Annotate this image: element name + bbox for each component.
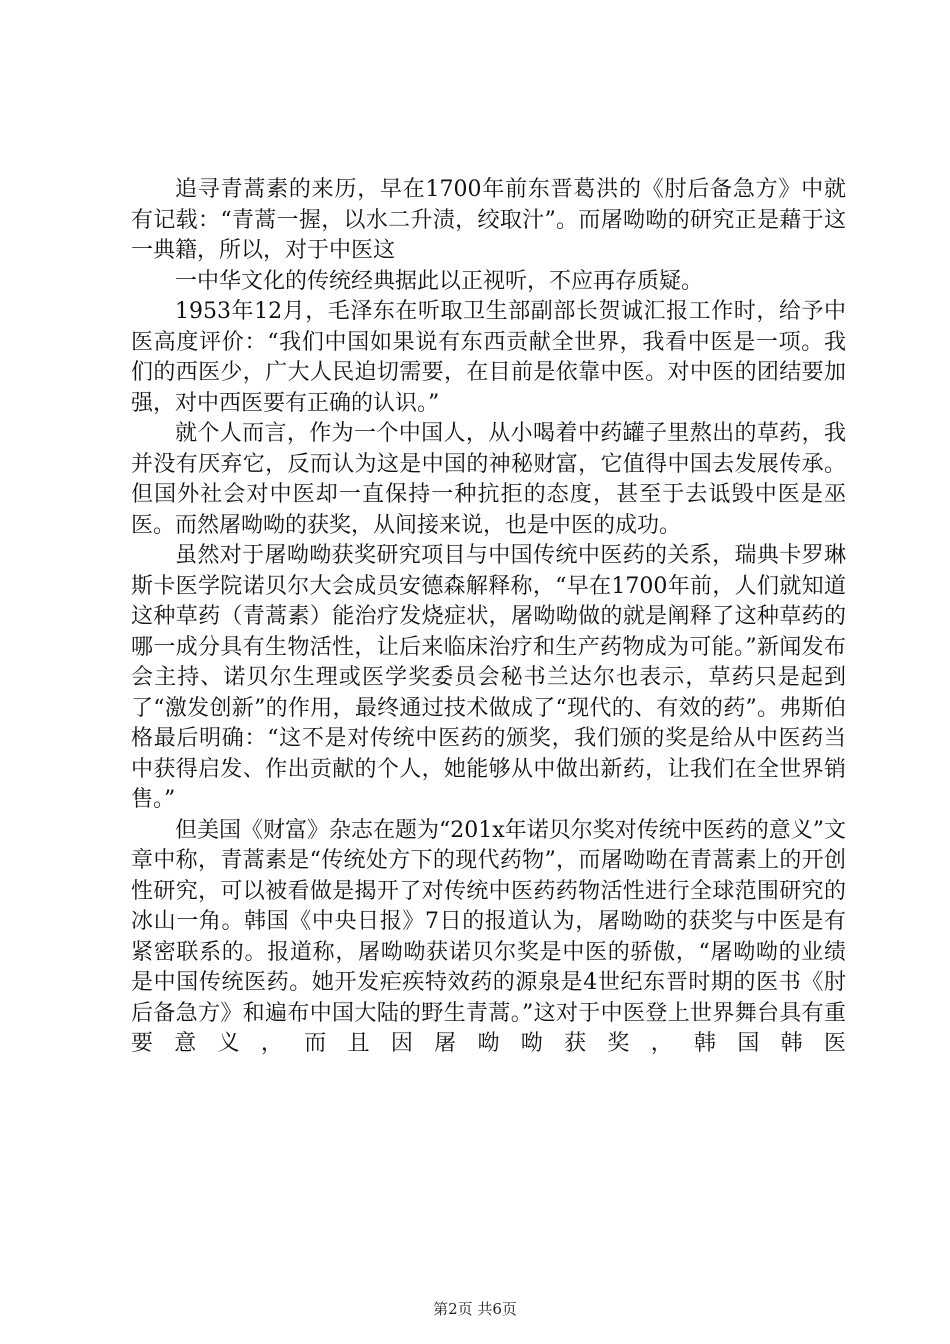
- page-footer: 第2页 共6页: [433, 1300, 517, 1318]
- paragraph-3: 1953年12月，毛泽东在听取卫生部副部长贺诚汇报工作时，给予中医高度评价：“我们中国如果说有东西贡献全世界，我看中医是一项。我们的西医少，广大人民迫切需要，在目前是依靠中医。对中医的团结要加强，对中西医要有正确的认识。”: [131, 299, 846, 416]
- paragraph-6: 但美国《财富》杂志在题为“201x年诺贝尔奖对传统中医药的意义”文章中称，青蒿素是“传统处方下的现代药物”，而屠呦呦在青蒿素上的开创性研究，可以被看做是揭开了对传统中医药药物活性进行全球范围研究的冰山一角。韩国《中央日报》7日的报道认为，屠呦呦的获奖与中医是有紧密联系的。报道称，屠呦呦获诺贝尔奖是中医的骄傲，“屠呦呦的业绩是中国传统医药。她开发疟疾特效药的源泉是4世纪东晋时期的医书《肘后备急方》和遍布中国大陆的野生青蒿。”这对于中医登上世界舞台具有重要意义，而且因屠呦呦获奖，韩国韩医: [131, 817, 846, 1056]
- document-body: [131, 175, 846, 1060]
- paragraph-1: 追寻青蒿素的来历，早在1700年前东晋葛洪的《肘后备急方》中就有记载：“青蒿一握，以水二升渍，绞取汁”。而屠呦呦的研究正是藉于这一典籍，所以，对于中医这: [131, 177, 846, 263]
- paragraph-5: 虽然对于屠呦呦获奖研究项目与中国传统中医药的关系，瑞典卡罗琳斯卡医学院诺贝尔大会成员安德森解释称，“早在1700年前，人们就知道这种草药（青蒿素）能治疗发烧症状，屠呦呦做的就是阐释了这种草药的哪一成分具有生物活性，让后来临床治疗和生产药物成为可能。”新闻发布会主持、诺贝尔生理或医学奖委员会秘书兰达尔也表示，草药只是起到了“激发创新”的作用，最终通过技术做成了“现代的、有效的药”。弗斯伯格最后明确：“这不是对传统中医药的颁奖，我们颁的奖是给从中医药当中获得启发、作出贡献的个人，她能够从中做出新药，让我们在全世界销售。”: [131, 543, 846, 812]
- paragraph-4: 就个人而言，作为一个中国人，从小喝着中药罐子里熬出的草药，我并没有厌弃它，反而认为这是中国的神秘财富，它值得中国去发展传承。但国外社会对中医却一直保持一种抗拒的态度，甚至于去诋毁中医是巫医。而然屠呦呦的获奖，从间接来说，也是中医的成功。: [131, 421, 846, 538]
- paragraph-2: 一中华文化的传统经典据此以正视听，不应再存质疑。: [175, 268, 704, 294]
